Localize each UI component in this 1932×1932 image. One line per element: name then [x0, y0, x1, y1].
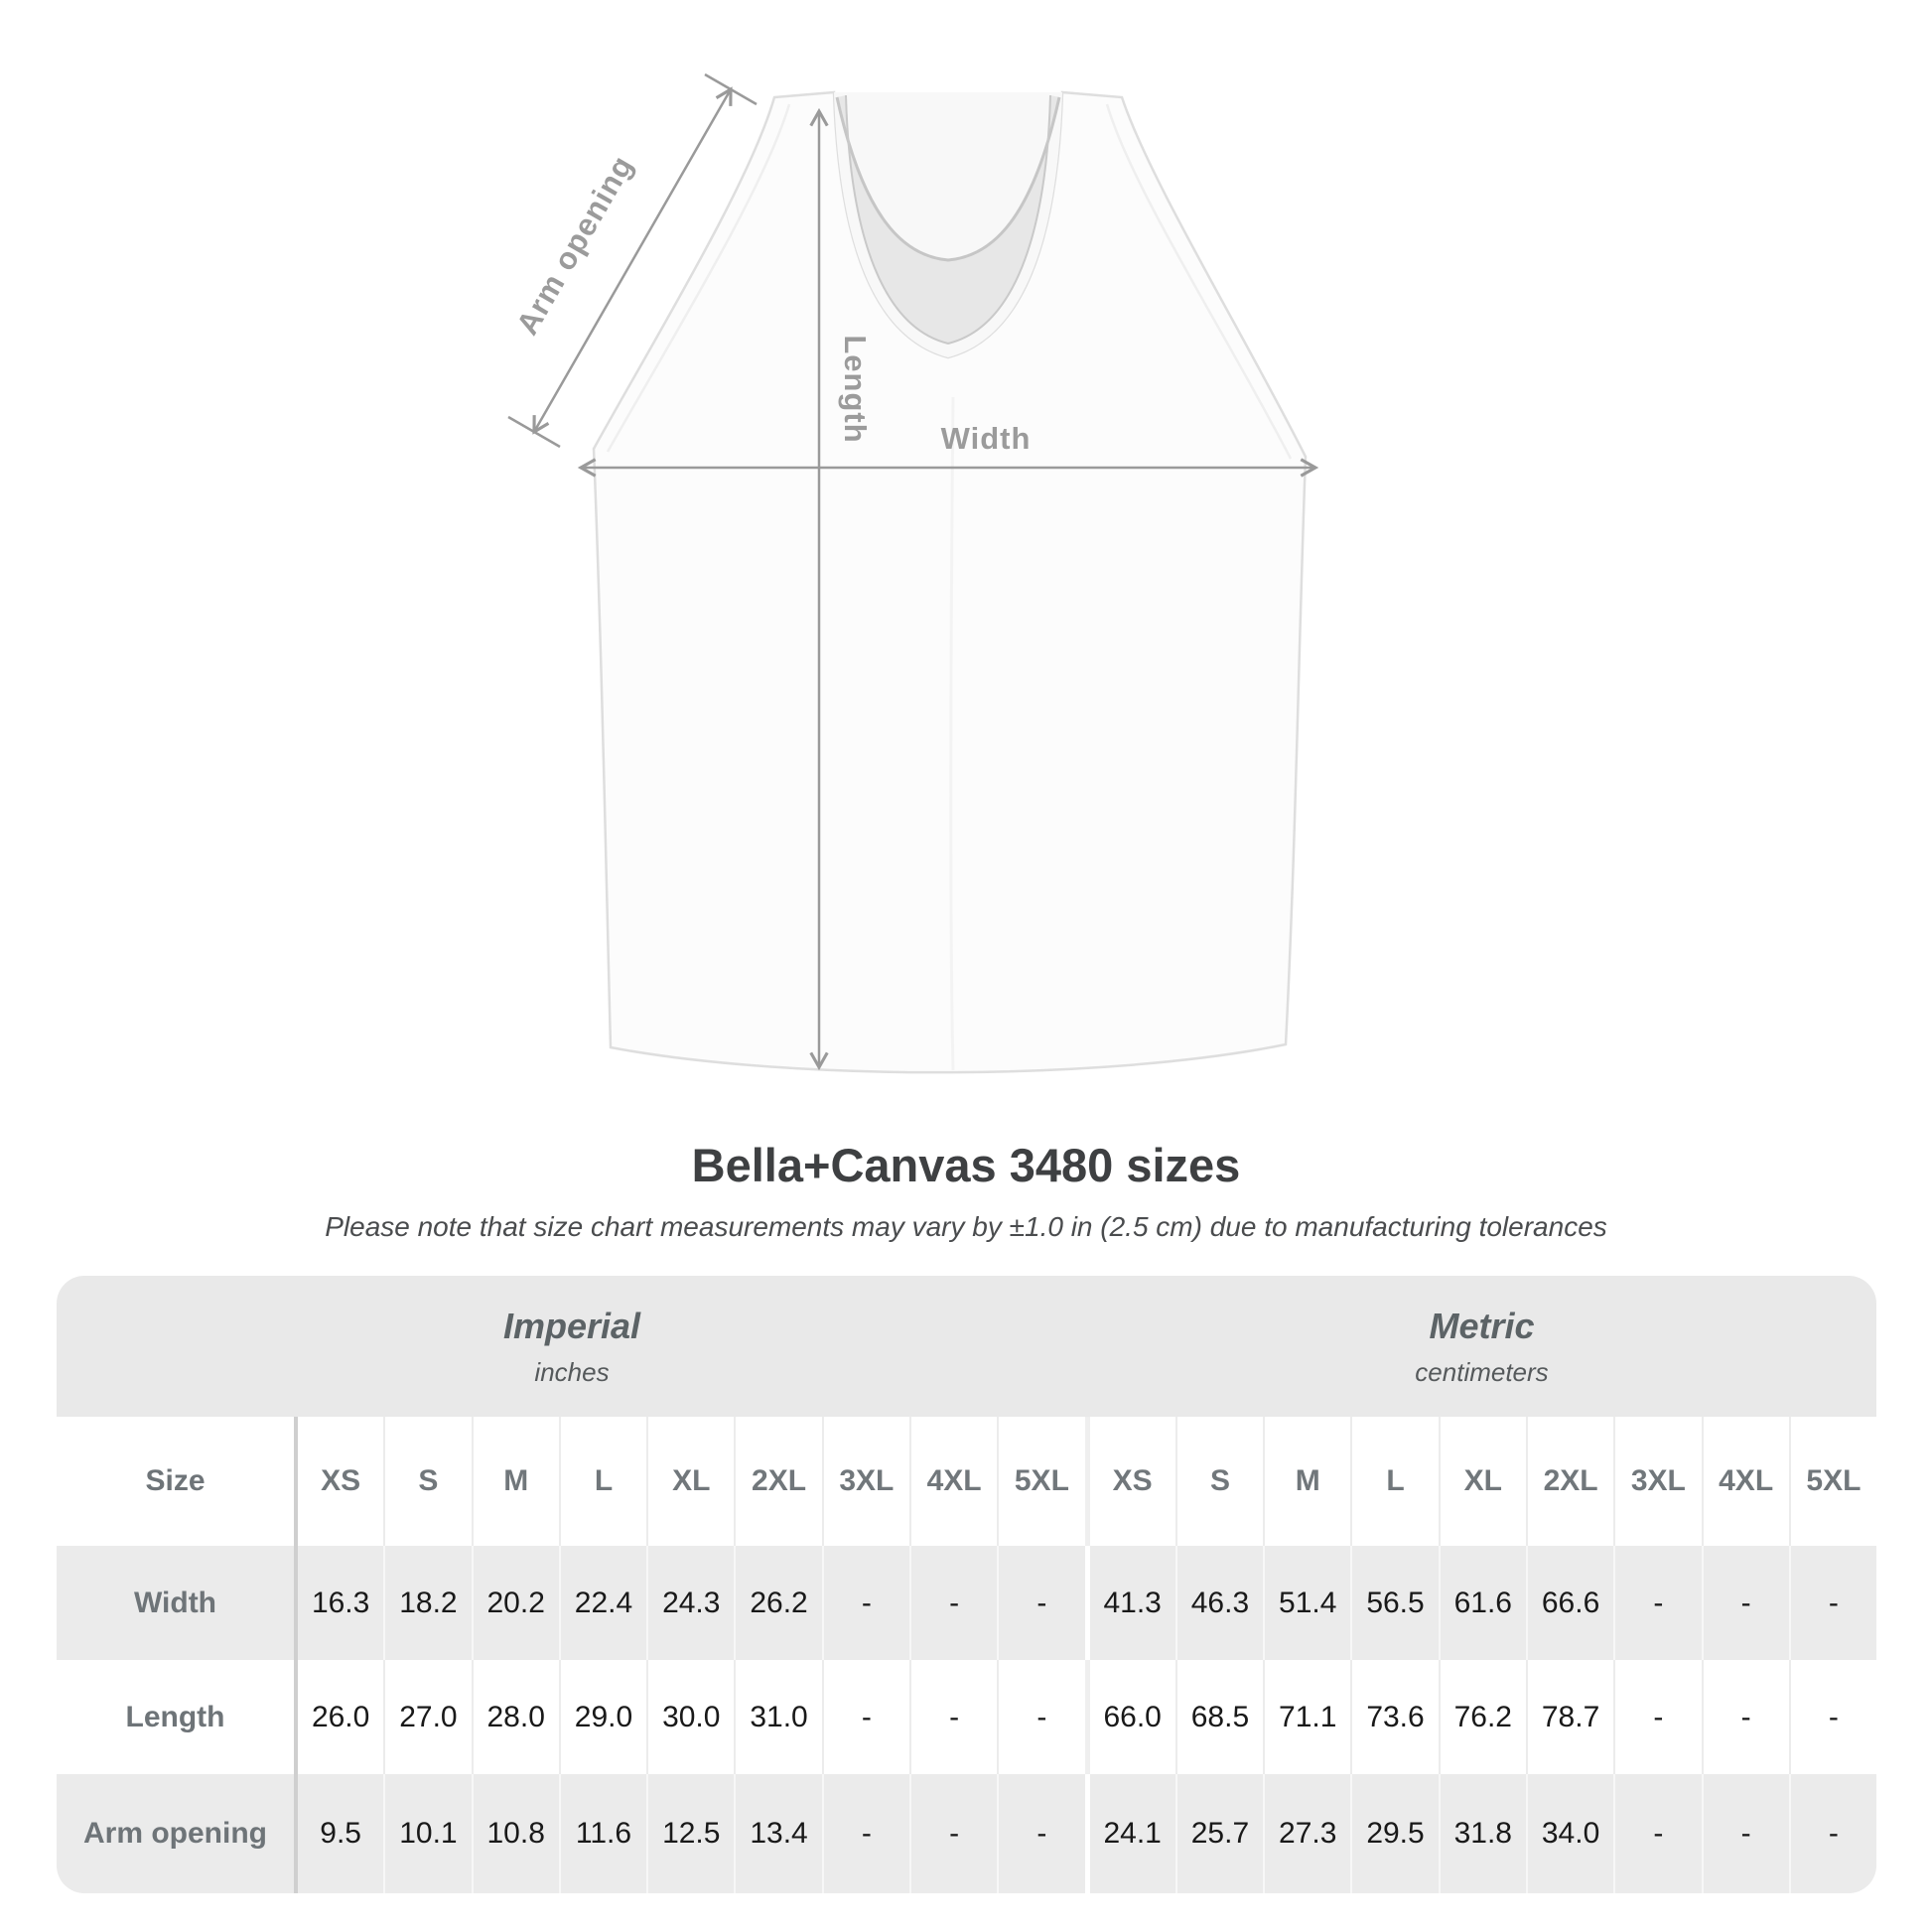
metric-section-header	[1087, 1276, 1876, 1417]
size-value-cell: -	[997, 1774, 1084, 1893]
size-col-header: 2XL	[1526, 1417, 1613, 1546]
size-value-cell: 16.3	[311, 1586, 370, 1619]
size-col-header: XS	[1085, 1417, 1175, 1546]
size-value-cell: 26.2	[734, 1546, 821, 1660]
size-value-cell: 51.4	[1263, 1546, 1350, 1660]
size-value-cell: -	[909, 1660, 997, 1774]
size-value-cell: 11.6	[559, 1774, 646, 1893]
arm-opening-tick-top	[705, 74, 757, 104]
size-col-header: 4XL	[1702, 1417, 1789, 1546]
row-label-length: Length	[57, 1660, 298, 1774]
size-value-cell: 27.0	[383, 1660, 471, 1774]
row-label-arm-opening: Arm opening	[57, 1774, 298, 1893]
size-value-cell: -	[1702, 1660, 1789, 1774]
size-value-cell: -	[822, 1660, 909, 1774]
size-value-cell: -	[1789, 1774, 1876, 1893]
size-value-cell: 56.5	[1350, 1546, 1438, 1660]
size-value-cell: 30.0	[646, 1660, 734, 1774]
size-value-cell: -	[997, 1660, 1084, 1774]
size-value-cell: 66.6	[1526, 1546, 1613, 1660]
table-row-length	[57, 1660, 1876, 1774]
size-value-cell: 31.8	[1439, 1774, 1526, 1893]
size-value-cell: 68.5	[1175, 1660, 1263, 1774]
size-value-cell: 10.8	[472, 1774, 559, 1893]
size-value-cell: 22.4	[559, 1546, 646, 1660]
size-value-cell: 27.3	[1263, 1774, 1350, 1893]
size-value-cell: 78.7	[1526, 1660, 1613, 1774]
size-value-cell: 18.2	[383, 1546, 471, 1660]
size-value-cell: 24.3	[646, 1546, 734, 1660]
size-value-cell: 73.6	[1350, 1660, 1438, 1774]
size-value-cell: 76.2	[1439, 1660, 1526, 1774]
size-value-cell: -	[822, 1774, 909, 1893]
row-label-width: Width	[57, 1546, 298, 1660]
size-value-cell: 25.7	[1175, 1774, 1263, 1893]
size-header-row	[57, 1417, 1876, 1546]
size-value-cell: 29.0	[559, 1660, 646, 1774]
size-value-cell: 10.1	[383, 1774, 471, 1893]
size-value-cell: -	[1613, 1546, 1701, 1660]
size-col-header: 4XL	[909, 1417, 997, 1546]
size-value-cell: 24.1	[1085, 1774, 1175, 1893]
size-col-header: L	[1350, 1417, 1438, 1546]
size-value-cell: 71.1	[1263, 1660, 1350, 1774]
table-row-width	[57, 1546, 1876, 1660]
size-value-cell: -	[997, 1546, 1084, 1660]
size-value-cell: 31.0	[734, 1660, 821, 1774]
size-value-cell: 28.0	[472, 1660, 559, 1774]
size-col-header: 5XL	[1789, 1417, 1876, 1546]
tank-top-graphic	[594, 92, 1306, 1072]
size-col-header: 3XL	[1613, 1417, 1701, 1546]
size-value-cell: 13.4	[734, 1774, 821, 1893]
metric-label: Metric	[1429, 1305, 1535, 1346]
imperial-label: Imperial	[502, 1305, 641, 1346]
metric-unit: centimeters	[1415, 1356, 1549, 1387]
arm-opening-label: Arm opening	[509, 149, 640, 342]
size-value-cell: -	[1702, 1774, 1789, 1893]
size-col-header: S	[383, 1417, 471, 1546]
size-value-cell: 34.0	[1526, 1774, 1613, 1893]
size-col-header: 5XL	[997, 1417, 1084, 1546]
size-col-header: XL	[1439, 1417, 1526, 1546]
unit-section-band	[57, 1276, 1876, 1417]
size-value-cell: 9.5	[320, 1817, 361, 1850]
size-value-cell: -	[1613, 1774, 1701, 1893]
length-label: Length	[838, 335, 873, 444]
page-title: Bella+Canvas 3480 sizes	[691, 1139, 1241, 1191]
size-col-header: XL	[646, 1417, 734, 1546]
size-value-cell: -	[1789, 1660, 1876, 1774]
size-value-cell: 46.3	[1175, 1546, 1263, 1660]
width-label: Width	[940, 421, 1032, 456]
size-col-header: 3XL	[822, 1417, 909, 1546]
size-col-header: 2XL	[734, 1417, 821, 1546]
size-col-header: M	[1263, 1417, 1350, 1546]
imperial-section-header	[57, 1276, 1087, 1417]
tolerance-note: Please note that size chart measurements may vary by ±1.0 in (2.5 cm) due to manufacturing tolerances	[325, 1211, 1607, 1242]
size-value-cell: -	[1702, 1546, 1789, 1660]
size-value-cell: 61.6	[1439, 1546, 1526, 1660]
size-col-header: L	[559, 1417, 646, 1546]
size-corner-label: Size	[57, 1417, 298, 1546]
size-value-cell: -	[1789, 1546, 1876, 1660]
size-value-cell: 12.5	[646, 1774, 734, 1893]
size-value-cell: 41.3	[1085, 1546, 1175, 1660]
size-value-cell: -	[822, 1546, 909, 1660]
size-col-header: XS	[321, 1464, 361, 1497]
size-chart-table	[57, 1276, 1876, 1893]
size-value-cell: 29.5	[1350, 1774, 1438, 1893]
table-row-arm-opening	[57, 1774, 1876, 1893]
size-value-cell: 26.0	[311, 1700, 370, 1733]
size-value-cell: 20.2	[472, 1546, 559, 1660]
arm-opening-tick-bottom	[508, 417, 560, 447]
size-value-cell: -	[909, 1546, 997, 1660]
size-value-cell: -	[909, 1774, 997, 1893]
imperial-unit: inches	[534, 1356, 610, 1387]
size-col-header: S	[1175, 1417, 1263, 1546]
size-value-cell: -	[1613, 1660, 1701, 1774]
size-value-cell: 66.0	[1085, 1660, 1175, 1774]
size-col-header: M	[472, 1417, 559, 1546]
